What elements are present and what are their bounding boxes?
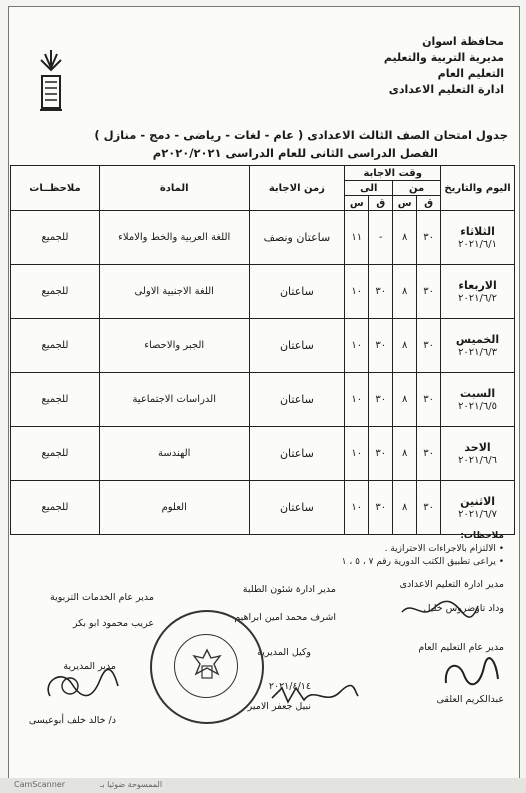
from-s-cell: ٨ [393, 481, 417, 535]
duration-cell: ساعتان [249, 265, 345, 319]
handwritten-signature [400, 598, 480, 620]
header-from-s: س [393, 196, 417, 211]
eagle-icon [190, 648, 224, 684]
from-s-cell: ٨ [393, 319, 417, 373]
to-q-cell: ٣٠ [369, 427, 393, 481]
header-subject: المادة [99, 166, 249, 211]
subject-cell: الجبر والاحصاء [99, 319, 249, 373]
emblem-icon [36, 48, 66, 114]
day-name: السبت [459, 387, 496, 400]
day-date: ٢٠٢١/٦/٦ [458, 455, 498, 466]
signature-name: نبيل جعفر الامير [247, 701, 311, 712]
note-cell: للجميع [11, 265, 100, 319]
to-s-cell: ١٠ [345, 319, 369, 373]
to-q-cell: ٣٠ [369, 265, 393, 319]
signature-title: مدير عام الخدمات التربوية [50, 592, 154, 603]
day-date: ٢٠٢١/٦/٣ [458, 347, 498, 358]
day-name: الاحد [464, 441, 491, 454]
day-cell [441, 481, 515, 535]
signature-edu-services [50, 591, 154, 631]
signature-name: وداد تاوضروس خليل [423, 603, 504, 614]
note-cell: للجميع [11, 211, 100, 265]
scanner-app-label: CamScanner [14, 780, 66, 789]
handwritten-signature [270, 682, 360, 708]
from-q-cell: ٣٠ [417, 211, 441, 265]
subject-cell: اللغة العربية والخط والاملاء [99, 211, 249, 265]
from-q-cell: ٣٠ [417, 319, 441, 373]
duration-cell: ساعتان [249, 319, 345, 373]
duration-cell: ساعتان [249, 427, 345, 481]
note-item: • الالتزام بالاجراءات الاحترازية . [384, 544, 504, 554]
department-name: ادارة التعليم الاعدادى [388, 83, 504, 96]
signature-name: اشرف محمد امين ابراهيم [234, 612, 336, 623]
header-day: اليوم والتاريخ [441, 166, 515, 211]
from-s-cell: ٨ [393, 373, 417, 427]
signature-name: عبدالكريم العلقى [436, 694, 504, 705]
table-row [11, 211, 515, 265]
notes-block [342, 530, 504, 569]
to-s-cell: ١٠ [345, 481, 369, 535]
day-name: الاثنين [460, 495, 496, 508]
day-date: ٢٠٢١/٦/٥ [458, 401, 498, 412]
table-row [11, 373, 515, 427]
governorate-name: محافظة اسوان [422, 35, 504, 48]
scanner-watermark: الممسوحة ضوئيا بـ [100, 780, 163, 789]
day-cell [441, 373, 515, 427]
day-date: ٢٠٢١/٦/١ [458, 239, 498, 250]
to-q-cell: ٣٠ [369, 319, 393, 373]
from-q-cell: ٣٠ [417, 265, 441, 319]
official-stamp-icon [150, 610, 264, 724]
from-s-cell: ٨ [393, 265, 417, 319]
from-q-cell: ٣٠ [417, 481, 441, 535]
note-cell: للجميع [11, 427, 100, 481]
table-row [11, 481, 515, 535]
day-date: ٢٠٢١/٦/٧ [458, 509, 498, 520]
note-cell: للجميع [11, 481, 100, 535]
exam-schedule-table [10, 165, 515, 535]
table-row [11, 319, 515, 373]
subject-cell: الدراسات الاجتماعية [99, 373, 249, 427]
signature-title: مدير عام التعليم العام [418, 642, 504, 653]
header-duration: زمن الاجابة [249, 166, 345, 211]
scanner-footer [0, 778, 526, 793]
to-q-cell: ٣٠ [369, 481, 393, 535]
table-row [11, 265, 515, 319]
signature-title: مدير ادارة التعليم الاعدادى [399, 579, 504, 590]
day-cell [441, 211, 515, 265]
duration-cell: ساعتان [249, 373, 345, 427]
title-line-1: جدول امتحان الصف الثالث الاعدادى ( عام - لغات - رياضى - دمج - منازل ) [94, 128, 508, 142]
notes-heading: ملاحظات: [460, 531, 504, 541]
table-row [11, 427, 515, 481]
subject-cell: العلوم [99, 481, 249, 535]
note-cell: للجميع [11, 373, 100, 427]
from-q-cell: ٣٠ [417, 373, 441, 427]
day-name: الثلاثاء [460, 225, 495, 238]
day-cell [441, 265, 515, 319]
handwritten-signature [40, 666, 120, 706]
note-item: • يراعى تطبيق الكتب الدورية رقم ٧ ، ٥ ، ١ [341, 557, 504, 567]
duration-cell: ساعتان ونصف [249, 211, 345, 265]
day-name: الاربعاء [458, 279, 497, 292]
from-q-cell: ٣٠ [417, 427, 441, 481]
header-to-s: س [345, 196, 369, 211]
signature-title: مدير ادارة شئون الطلبة [242, 584, 336, 595]
header-to-q: ق [369, 196, 393, 211]
day-cell [441, 427, 515, 481]
header-notes: ملاحظــات [11, 166, 100, 211]
header-from-q: ق [417, 196, 441, 211]
subject-cell: الهندسة [99, 427, 249, 481]
to-q-cell: - [369, 211, 393, 265]
subject-cell: اللغة الاجنبية الاولى [99, 265, 249, 319]
schedule-title [60, 126, 508, 162]
to-s-cell: ١٠ [345, 265, 369, 319]
signature-date: ٢٠٢١/٤/١٤ [268, 681, 311, 692]
signature-name: عريب محمود ابو بكر [72, 618, 154, 629]
handwritten-signature [440, 655, 500, 689]
sector-name: التعليم العام [437, 67, 504, 80]
title-line-2: الفصل الدراسى الثانى للعام الدراسى ٢٠٢٠/٢٠٢١م [152, 146, 438, 160]
signature-title: مدير المديرية [63, 661, 116, 672]
to-q-cell: ٣٠ [369, 373, 393, 427]
day-name: الخميس [455, 333, 500, 346]
header-from: من [393, 181, 441, 196]
directorate-name: مديرية التربية والتعليم [383, 51, 504, 64]
duration-cell: ساعتان [249, 481, 345, 535]
signature-name: د/ خالد خلف أبوعيسى [28, 715, 116, 726]
header-block [384, 34, 504, 98]
header-time-window: وقت الاجابة [345, 166, 441, 181]
to-s-cell: ١٠ [345, 427, 369, 481]
day-cell [441, 319, 515, 373]
note-cell: للجميع [11, 319, 100, 373]
signature-title: وكيل المديرية [257, 647, 311, 658]
from-s-cell: ٨ [393, 211, 417, 265]
to-s-cell: ١٠ [345, 373, 369, 427]
day-date: ٢٠٢١/٦/٢ [458, 293, 498, 304]
to-s-cell: ١١ [345, 211, 369, 265]
header-to: الى [345, 181, 393, 196]
signature-student-affairs [234, 583, 336, 625]
from-s-cell: ٨ [393, 427, 417, 481]
